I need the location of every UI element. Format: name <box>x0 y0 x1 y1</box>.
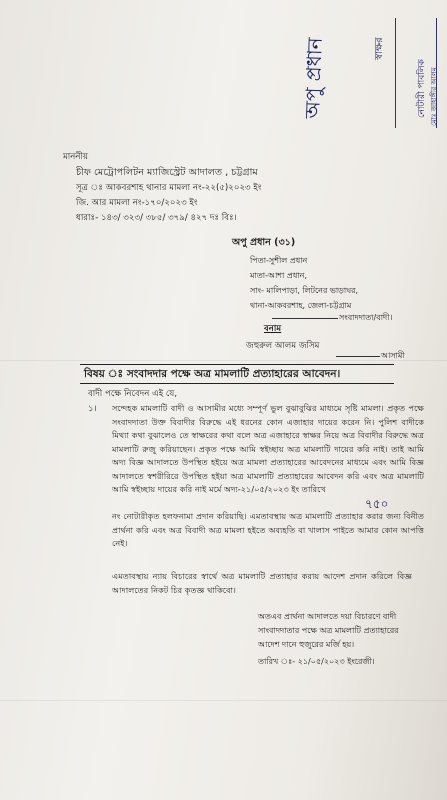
plaintiff-name: অপু প্রধান (৩১) <box>232 237 296 248</box>
plaintiff-father: পিতা-সুশীল প্রধান <box>250 256 308 265</box>
paper-fold <box>0 700 447 701</box>
plaintiff-mother: মাতা-আশা প্রধান, <box>250 271 307 280</box>
stamp-subtext: মোঃ জাহাঙ্গীর আলম <box>430 67 438 126</box>
stamp-text: নোটারী পাবলিক <box>417 59 427 118</box>
plaintiff-role: সংবাদদাতা/বাদী। <box>339 313 393 322</box>
court-name: চীফ মেট্রোপলিটন ম্যাজিস্ট্রেট আদালত , চট্টগ্রাম <box>76 167 258 178</box>
body-paragraph-1-tail: নং নোটারীকৃত হলফনামা প্রদান করিয়াছি। এমতাবস্থায় অত্র মামলাটি প্রত্যাহার করার জন্য বিনীত প্রার্থনা করি এবং অত্র বিবাদী অত্র মামলা হইতে অব্যহতি বা খালাস পাইতে আমার কোন আপত্তি নেই। <box>112 511 424 548</box>
honorific: মাননীয় <box>63 152 89 162</box>
plaintiff-police-station: থানা-আকবরশাহ, জেলা-চট্টগ্রাম <box>250 301 352 310</box>
paragraph-number: ১। <box>88 404 97 414</box>
gr-case-number: জি. আর মামলা নং-১৭০/২০২৩ ইং <box>76 198 198 208</box>
body-paragraph-2: এমতাবস্থায় ন্যায় বিচারের স্বার্থে অত্র মামলাটি প্রত্যাহার করায় আদেশ প্রদান করিলে বিজ্ঞ আদালতের নিকট চির কৃতজ্ঞ থাকিবো। <box>112 571 412 595</box>
subject-heading: বিষয় ঃ সংবাদদার পক্ষে অত্র মামলাটি প্রত্যাহারের আবেদন। <box>80 364 394 384</box>
notary-stamp <box>395 18 437 128</box>
plaintiff-village: সাং- মালিপাড়া, লিটনের ভাড়াঘর, <box>250 286 359 295</box>
case-reference: সূত্র ঃ আকবরশাহ থানার মামলা নং-২২(৫)২০২৩ ইং <box>76 183 262 193</box>
closing-line-2: সাংবাদদাতার পক্ষে অত্র মামলাটি প্রত্যাহারের <box>258 626 399 635</box>
handwritten-entry-number: ৭৫০ <box>365 497 389 511</box>
plaintiff-dash-line <box>272 318 338 319</box>
paper-fold <box>0 360 447 361</box>
versus-label: বনাম <box>264 324 282 334</box>
document-date: তারিখ ঃ- ২১/০৫/২০২৩ ইংরেজী। <box>258 657 375 666</box>
body-intro: বাদী পক্ষে নিবেদন এই যে, <box>88 389 178 399</box>
defendant-name: জহুরুল আলম জসিম <box>246 341 320 351</box>
handwritten-name: অপু প্রধান <box>299 36 327 119</box>
closing-line-1: অতএব প্রার্থনা আদালতে দয়া বিচারণে বাদী <box>258 612 397 621</box>
defendant-role: আসামী <box>381 351 405 360</box>
defendant-dash-line <box>336 356 380 357</box>
law-sections: ধারাঃ- ১৪৩/ ৩২৩/ ৩৮৫/ ৩৭৯/ ৪২৭ দঃ বিঃ। <box>76 213 237 223</box>
closing-line-3: আদেশ দানে হুজুরের মর্জি হয়। <box>258 640 355 649</box>
body-paragraph-1: সন্দেহক মামলাটি বাদী ও আসামীর মধ্যে সম্পূর্ণ ভুল বুঝাবুঝির মাধ্যমে সৃষ্টি মামলা। প্রকৃত পক্ষে সংবাদদাতা উক্ত বিবাদীর বিরুদ্ধে এই ধরনের কোন এজাহার দায়ের করেন নি। পুলিশ বাদীকে মিথ্যা কথা বুঝালেও তে স্বাক্ষরের কথা বলে অত্র এজাহারে স্বাক্ষর নিয়ে অত্র বিবাদীর বিরুদ্ধে অত্র মামলাটি রুজু করিয়াছেন। প্রকৃত পক্ষে আমি স্বইচ্ছায় অত্র মামলাটি দায়ের করি নাই। তাই আমি অদ্য বিজ্ঞ আদালতে উপস্থিত হইয়ে অত্র মামলা প্রত্যাহারের আবেদনের মাধ্যমে এবং আমি বিজ্ঞ আদালতে স্বশরীরিরে উপস্থিত হইয়া অত্র মামলাটি প্রত্যাহারের আবেদন করি এবং অত্র মামলাটি আমি স্বইচ্ছায় দায়ের করি নাই মর্মে অদ্য-২১/০৫/২০২৩ ইং তারিখে <box>112 403 424 494</box>
signature-label: স্বাক্ষর <box>374 37 385 60</box>
